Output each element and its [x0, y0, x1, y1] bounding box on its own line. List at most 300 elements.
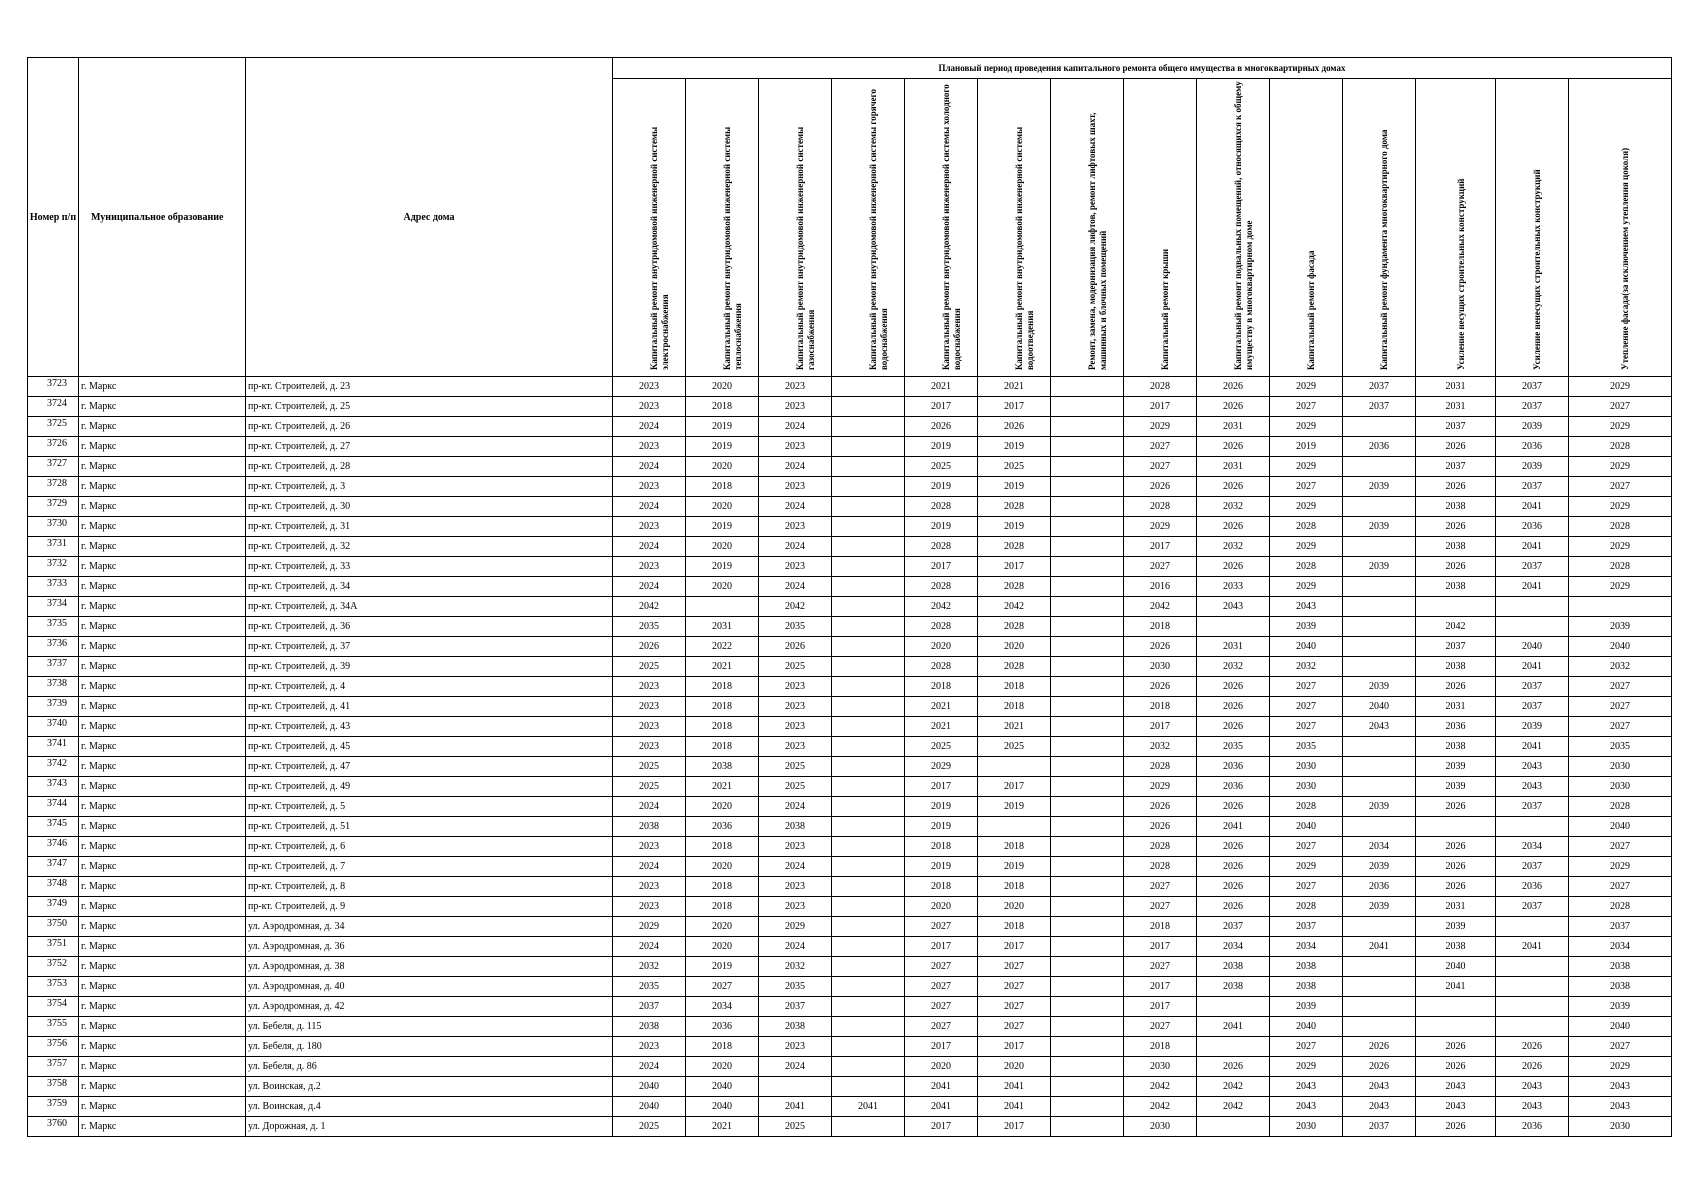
address-cell: пр-кт. Строителей, д. 33 — [246, 557, 613, 577]
year-cell: 2020 — [905, 1057, 978, 1077]
year-cell: 2024 — [759, 857, 832, 877]
address-cell: пр-кт. Строителей, д. 30 — [246, 497, 613, 517]
year-cell: 2024 — [613, 457, 686, 477]
year-cell: 2037 — [613, 997, 686, 1017]
year-cell: 2017 — [905, 1117, 978, 1137]
year-cell: 2034 — [1197, 937, 1270, 957]
year-cell: 2027 — [1270, 477, 1343, 497]
address-cell: ул. Аэродромная, д. 38 — [246, 957, 613, 977]
year-cell — [978, 757, 1051, 777]
year-cell: 2041 — [832, 1097, 905, 1117]
year-cell: 2029 — [1569, 857, 1672, 877]
year-cell: 2026 — [1416, 1057, 1496, 1077]
row-number-cell: 3730 — [28, 517, 79, 537]
table-row — [28, 417, 1672, 437]
year-cell: 2025 — [759, 757, 832, 777]
year-cell: 2026 — [1343, 1037, 1416, 1057]
year-cell: 2026 — [1416, 837, 1496, 857]
year-cell — [1051, 737, 1124, 757]
year-cell: 2023 — [759, 397, 832, 417]
year-cell: 2022 — [686, 637, 759, 657]
table-row — [28, 717, 1672, 737]
year-cell: 2019 — [686, 417, 759, 437]
address-cell: ул. Бебеля, д. 115 — [246, 1017, 613, 1037]
year-cell: 2017 — [1124, 537, 1197, 557]
municipality-cell: г. Маркс — [79, 1077, 246, 1097]
year-cell: 2026 — [978, 417, 1051, 437]
year-cell — [1051, 897, 1124, 917]
year-cell: 2020 — [686, 497, 759, 517]
year-cell: 2024 — [759, 417, 832, 437]
header-work-type-label: Усиление несущих строительных конструкций — [1455, 178, 1466, 370]
year-cell: 2036 — [1496, 1117, 1569, 1137]
year-cell — [1496, 997, 1569, 1017]
municipality-cell: г. Маркс — [79, 397, 246, 417]
year-cell — [1051, 457, 1124, 477]
year-cell: 2039 — [1416, 777, 1496, 797]
year-cell: 2027 — [978, 977, 1051, 997]
year-cell: 2024 — [759, 537, 832, 557]
row-number-cell: 3746 — [28, 837, 79, 857]
municipality-cell: г. Маркс — [79, 777, 246, 797]
year-cell: 2037 — [1496, 477, 1569, 497]
year-cell: 2028 — [1569, 517, 1672, 537]
year-cell — [1343, 577, 1416, 597]
year-cell — [832, 397, 905, 417]
year-cell: 2017 — [978, 557, 1051, 577]
municipality-cell: г. Маркс — [79, 437, 246, 457]
year-cell — [1051, 717, 1124, 737]
row-number-cell: 3755 — [28, 1017, 79, 1037]
table-row — [28, 777, 1672, 797]
year-cell: 2019 — [905, 477, 978, 497]
table-row — [28, 677, 1672, 697]
header-work-type — [1051, 79, 1124, 377]
year-cell: 2027 — [1270, 677, 1343, 697]
row-number-cell: 3732 — [28, 557, 79, 577]
municipality-cell: г. Маркс — [79, 657, 246, 677]
year-cell — [1051, 1037, 1124, 1057]
year-cell: 2029 — [1270, 377, 1343, 397]
table-body — [28, 377, 1672, 1137]
year-cell: 2029 — [1569, 377, 1672, 397]
year-cell: 2024 — [613, 1057, 686, 1077]
address-cell: ул. Воинская, д.4 — [246, 1097, 613, 1117]
year-cell — [832, 697, 905, 717]
year-cell: 2030 — [1270, 777, 1343, 797]
header-work-type-label: Капитальный ремонт внутридомовой инженерной системы электроснабжения — [649, 126, 670, 370]
year-cell: 2027 — [1569, 1037, 1672, 1057]
year-cell — [1343, 917, 1416, 937]
year-cell: 2035 — [1569, 737, 1672, 757]
year-cell: 2031 — [1416, 377, 1496, 397]
year-cell: 2028 — [1124, 837, 1197, 857]
year-cell — [1051, 917, 1124, 937]
municipality-cell: г. Маркс — [79, 1117, 246, 1137]
year-cell: 2037 — [1343, 1117, 1416, 1137]
municipality-cell: г. Маркс — [79, 757, 246, 777]
year-cell: 2026 — [1416, 857, 1496, 877]
year-cell: 2023 — [613, 397, 686, 417]
year-cell: 2032 — [1197, 657, 1270, 677]
year-cell: 2026 — [1124, 637, 1197, 657]
year-cell: 2029 — [1569, 577, 1672, 597]
year-cell: 2017 — [1124, 397, 1197, 417]
year-cell: 2039 — [1343, 477, 1416, 497]
row-number-cell: 3748 — [28, 877, 79, 897]
year-cell: 2026 — [1197, 517, 1270, 537]
address-cell: пр-кт. Строителей, д. 6 — [246, 837, 613, 857]
year-cell: 2036 — [1416, 717, 1496, 737]
year-cell — [1343, 977, 1416, 997]
year-cell: 2020 — [905, 897, 978, 917]
year-cell — [832, 857, 905, 877]
year-cell: 2041 — [1496, 657, 1569, 677]
year-cell — [832, 597, 905, 617]
year-cell: 2029 — [1569, 1057, 1672, 1077]
year-cell: 2018 — [686, 737, 759, 757]
year-cell — [1343, 777, 1416, 797]
municipality-cell: г. Маркс — [79, 1097, 246, 1117]
row-number-cell: 3759 — [28, 1097, 79, 1117]
year-cell — [832, 737, 905, 757]
year-cell — [1051, 1057, 1124, 1077]
year-cell: 2025 — [905, 737, 978, 757]
year-cell: 2040 — [686, 1077, 759, 1097]
year-cell — [1343, 597, 1416, 617]
year-cell: 2020 — [686, 937, 759, 957]
year-cell: 2026 — [1197, 797, 1270, 817]
year-cell: 2028 — [1270, 897, 1343, 917]
row-number-cell: 3741 — [28, 737, 79, 757]
row-number-cell: 3740 — [28, 717, 79, 737]
year-cell: 2032 — [1569, 657, 1672, 677]
year-cell: 2039 — [1343, 677, 1416, 697]
year-cell: 2017 — [1124, 937, 1197, 957]
year-cell: 2028 — [1270, 557, 1343, 577]
year-cell: 2026 — [1416, 1037, 1496, 1057]
year-cell: 2040 — [1343, 697, 1416, 717]
year-cell — [832, 917, 905, 937]
address-cell: пр-кт. Строителей, д. 27 — [246, 437, 613, 457]
year-cell: 2018 — [978, 877, 1051, 897]
year-cell: 2026 — [1416, 517, 1496, 537]
year-cell — [1197, 1037, 1270, 1057]
year-cell: 2038 — [686, 757, 759, 777]
year-cell: 2018 — [686, 717, 759, 737]
table-row — [28, 757, 1672, 777]
year-cell — [832, 997, 905, 1017]
year-cell: 2025 — [759, 1117, 832, 1137]
year-cell: 2023 — [613, 437, 686, 457]
year-cell: 2017 — [905, 557, 978, 577]
year-cell: 2023 — [613, 877, 686, 897]
year-cell — [832, 1057, 905, 1077]
year-cell: 2038 — [1197, 977, 1270, 997]
year-cell — [832, 897, 905, 917]
year-cell: 2042 — [1197, 1077, 1270, 1097]
year-cell: 2023 — [613, 677, 686, 697]
row-number-cell: 3745 — [28, 817, 79, 837]
year-cell: 2041 — [1197, 1017, 1270, 1037]
year-cell: 2037 — [1496, 677, 1569, 697]
year-cell: 2017 — [978, 397, 1051, 417]
year-cell: 2032 — [1124, 737, 1197, 757]
year-cell: 2023 — [613, 697, 686, 717]
year-cell: 2039 — [1343, 897, 1416, 917]
municipality-cell: г. Маркс — [79, 897, 246, 917]
municipality-cell: г. Маркс — [79, 497, 246, 517]
year-cell: 2026 — [1416, 677, 1496, 697]
year-cell: 2026 — [1416, 437, 1496, 457]
year-cell — [832, 577, 905, 597]
year-cell: 2034 — [1496, 837, 1569, 857]
year-cell: 2043 — [1569, 1077, 1672, 1097]
year-cell: 2030 — [1270, 1117, 1343, 1137]
year-cell: 2018 — [686, 1037, 759, 1057]
year-cell: 2032 — [1270, 657, 1343, 677]
row-number-cell: 3731 — [28, 537, 79, 557]
year-cell: 2027 — [978, 997, 1051, 1017]
year-cell: 2024 — [613, 857, 686, 877]
year-cell: 2040 — [686, 1097, 759, 1117]
year-cell: 2027 — [1270, 397, 1343, 417]
year-cell: 2018 — [905, 837, 978, 857]
year-cell — [1051, 817, 1124, 837]
year-cell: 2020 — [686, 577, 759, 597]
year-cell: 2037 — [1496, 377, 1569, 397]
header-work-type-label: Капитальный ремонт подвальных помещений, относящихся к общему имуществу в многоквартирном доме — [1233, 81, 1254, 370]
municipality-cell: г. Маркс — [79, 797, 246, 817]
year-cell: 2016 — [1124, 577, 1197, 597]
row-number-cell: 3753 — [28, 977, 79, 997]
year-cell — [1343, 997, 1416, 1017]
year-cell — [1051, 1097, 1124, 1117]
year-cell: 2037 — [1343, 397, 1416, 417]
year-cell: 2028 — [905, 577, 978, 597]
year-cell: 2038 — [1569, 977, 1672, 997]
year-cell: 2027 — [1569, 677, 1672, 697]
year-cell: 2034 — [1343, 837, 1416, 857]
year-cell: 2020 — [978, 637, 1051, 657]
year-cell — [1051, 977, 1124, 997]
year-cell — [759, 1077, 832, 1097]
year-cell: 2027 — [978, 957, 1051, 977]
year-cell: 2028 — [1124, 757, 1197, 777]
year-cell: 2027 — [905, 1017, 978, 1037]
year-cell: 2040 — [1496, 637, 1569, 657]
year-cell: 2017 — [978, 937, 1051, 957]
row-number-cell: 3744 — [28, 797, 79, 817]
table-row — [28, 1017, 1672, 1037]
header-work-type-label: Капитальный ремонт внутридомовой инженерной системы теплоснабжения — [722, 126, 743, 370]
year-cell: 2043 — [1496, 1077, 1569, 1097]
year-cell: 2026 — [1496, 1037, 1569, 1057]
year-cell — [1051, 617, 1124, 637]
year-cell: 2028 — [978, 577, 1051, 597]
year-cell — [1051, 577, 1124, 597]
year-cell: 2020 — [686, 537, 759, 557]
year-cell: 2043 — [1343, 717, 1416, 737]
year-cell: 2039 — [1416, 917, 1496, 937]
table-row — [28, 797, 1672, 817]
year-cell: 2032 — [1197, 497, 1270, 517]
year-cell: 2019 — [686, 557, 759, 577]
year-cell: 2018 — [978, 917, 1051, 937]
municipality-cell: г. Маркс — [79, 417, 246, 437]
row-number-cell: 3757 — [28, 1057, 79, 1077]
table-row — [28, 397, 1672, 417]
header-work-type-label: Капитальный ремонт крыши — [1160, 248, 1170, 370]
year-cell: 2018 — [1124, 697, 1197, 717]
year-cell: 2036 — [1496, 517, 1569, 537]
year-cell: 2023 — [759, 697, 832, 717]
year-cell — [1051, 877, 1124, 897]
year-cell: 2019 — [905, 517, 978, 537]
year-cell: 2028 — [978, 537, 1051, 557]
year-cell: 2031 — [1416, 697, 1496, 717]
table-row — [28, 577, 1672, 597]
year-cell — [832, 877, 905, 897]
municipality-cell: г. Маркс — [79, 697, 246, 717]
year-cell — [1416, 597, 1496, 617]
table-row — [28, 557, 1672, 577]
row-number-cell: 3737 — [28, 657, 79, 677]
year-cell: 2026 — [1124, 797, 1197, 817]
year-cell: 2017 — [1124, 717, 1197, 737]
year-cell: 2027 — [686, 977, 759, 997]
header-work-type — [1496, 79, 1569, 377]
year-cell: 2036 — [1197, 757, 1270, 777]
year-cell: 2028 — [1270, 517, 1343, 537]
capital-repair-schedule-sheet — [27, 57, 1672, 1137]
year-cell: 2040 — [1569, 1017, 1672, 1037]
year-cell: 2041 — [905, 1097, 978, 1117]
table-row — [28, 1077, 1672, 1097]
row-number-cell: 3733 — [28, 577, 79, 597]
year-cell: 2029 — [1270, 857, 1343, 877]
year-cell: 2028 — [905, 497, 978, 517]
address-cell: ул. Бебеля, д. 86 — [246, 1057, 613, 1077]
year-cell: 2027 — [1270, 837, 1343, 857]
table-row — [28, 1057, 1672, 1077]
year-cell: 2040 — [1569, 817, 1672, 837]
address-cell: пр-кт. Строителей, д. 37 — [246, 637, 613, 657]
header-work-type-label: Капитальный ремонт внутридомовой инженерной системы газоснабжения — [795, 126, 816, 370]
year-cell: 2041 — [1496, 937, 1569, 957]
address-cell: пр-кт. Строителей, д. 31 — [246, 517, 613, 537]
header-work-type-label: Капитальный ремонт фасада — [1306, 250, 1316, 370]
address-cell: пр-кт. Строителей, д. 4 — [246, 677, 613, 697]
year-cell: 2041 — [759, 1097, 832, 1117]
year-cell: 2035 — [1197, 737, 1270, 757]
address-cell: пр-кт. Строителей, д. 34 — [246, 577, 613, 597]
municipality-cell: г. Маркс — [79, 957, 246, 977]
year-cell: 2021 — [905, 377, 978, 397]
year-cell: 2021 — [686, 1117, 759, 1137]
year-cell: 2023 — [613, 737, 686, 757]
year-cell: 2020 — [905, 637, 978, 657]
year-cell: 2027 — [1569, 397, 1672, 417]
year-cell: 2031 — [1416, 897, 1496, 917]
header-work-type — [613, 79, 686, 377]
year-cell: 2032 — [613, 957, 686, 977]
municipality-cell: г. Маркс — [79, 717, 246, 737]
year-cell: 2027 — [1569, 877, 1672, 897]
address-cell: ул. Аэродромная, д. 36 — [246, 937, 613, 957]
year-cell: 2029 — [1124, 777, 1197, 797]
municipality-cell: г. Маркс — [79, 637, 246, 657]
header-work-type — [1569, 79, 1672, 377]
year-cell: 2038 — [1416, 657, 1496, 677]
year-cell: 2019 — [905, 857, 978, 877]
year-cell: 2041 — [1496, 577, 1569, 597]
year-cell: 2028 — [1270, 797, 1343, 817]
address-cell: пр-кт. Строителей, д. 51 — [246, 817, 613, 837]
year-cell: 2031 — [1197, 417, 1270, 437]
year-cell: 2030 — [1569, 1117, 1672, 1137]
year-cell — [978, 817, 1051, 837]
year-cell — [1051, 497, 1124, 517]
municipality-cell: г. Маркс — [79, 517, 246, 537]
year-cell: 2023 — [759, 377, 832, 397]
year-cell: 2023 — [613, 377, 686, 397]
year-cell: 2026 — [1197, 877, 1270, 897]
year-cell: 2024 — [759, 497, 832, 517]
year-cell: 2038 — [613, 1017, 686, 1037]
year-cell: 2034 — [1270, 937, 1343, 957]
year-cell: 2019 — [905, 797, 978, 817]
year-cell: 2043 — [1569, 1097, 1672, 1117]
year-cell: 2032 — [1197, 537, 1270, 557]
year-cell: 2029 — [1270, 577, 1343, 597]
year-cell: 2037 — [759, 997, 832, 1017]
year-cell — [832, 477, 905, 497]
year-cell — [1051, 1117, 1124, 1137]
year-cell: 2036 — [1343, 877, 1416, 897]
year-cell: 2043 — [1416, 1097, 1496, 1117]
table-row — [28, 497, 1672, 517]
year-cell: 2028 — [905, 537, 978, 557]
year-cell: 2038 — [1416, 577, 1496, 597]
municipality-cell: г. Маркс — [79, 737, 246, 757]
year-cell: 2029 — [759, 917, 832, 937]
year-cell: 2040 — [613, 1077, 686, 1097]
year-cell: 2035 — [613, 977, 686, 997]
year-cell — [1051, 597, 1124, 617]
year-cell: 2040 — [1270, 637, 1343, 657]
year-cell: 2041 — [1343, 937, 1416, 957]
year-cell: 2039 — [1416, 757, 1496, 777]
year-cell: 2037 — [1416, 457, 1496, 477]
year-cell — [1051, 757, 1124, 777]
address-cell: пр-кт. Строителей, д. 25 — [246, 397, 613, 417]
year-cell — [832, 757, 905, 777]
year-cell: 2024 — [759, 797, 832, 817]
year-cell: 2031 — [1416, 397, 1496, 417]
year-cell — [832, 817, 905, 837]
year-cell — [832, 1037, 905, 1057]
year-cell: 2042 — [759, 597, 832, 617]
row-number-cell: 3729 — [28, 497, 79, 517]
table-row — [28, 857, 1672, 877]
year-cell — [832, 837, 905, 857]
year-cell: 2028 — [1124, 497, 1197, 517]
year-cell: 2018 — [905, 877, 978, 897]
year-cell: 2018 — [686, 677, 759, 697]
header-work-type — [832, 79, 905, 377]
year-cell: 2042 — [1124, 597, 1197, 617]
